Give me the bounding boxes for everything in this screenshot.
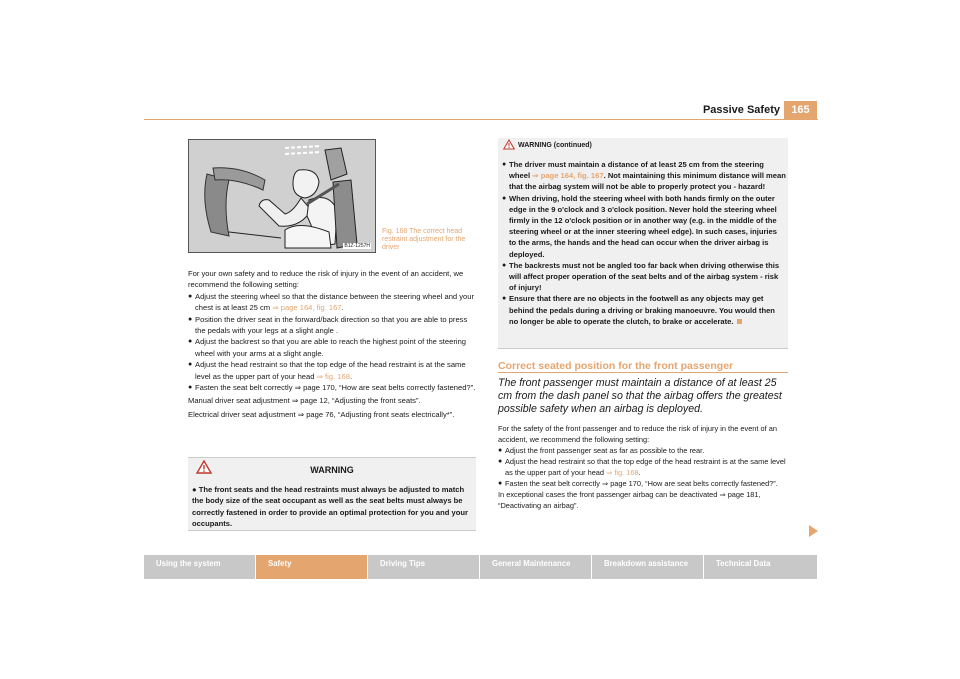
page-title: Passive Safety	[702, 104, 780, 116]
tab-breakdown-assistance[interactable]: Breakdown assistance	[592, 555, 703, 579]
bullet-icon: ●	[498, 458, 503, 465]
right-column	[498, 423, 790, 511]
next-page-arrow-icon[interactable]	[809, 525, 818, 537]
list-item: ● Adjust the front passenger seat as far as possible to the rear.	[498, 446, 705, 455]
list-item: ● Adjust the steering wheel so that the distance between the steering wheel and your chest is at least 25 cm ⇒ page 164, fig. 167.	[188, 291, 475, 313]
list-item: ● Adjust the head restraint so that the top edge of the head restraint is at the same level as the upper part of your head ⇒ fig. 168.	[188, 360, 466, 381]
bullet-icon: ●	[188, 315, 193, 323]
end-of-section-icon	[737, 319, 742, 324]
header-rule	[144, 119, 818, 120]
cross-reference-link[interactable]: ⇒ page 164, fig. 167	[272, 303, 342, 313]
list-item: ● When driving, hold the steering wheel with both hands firmly on the outer edge in the 9 o'clock and 3 o'clock position. Never hold the steering wheel firmly in the 12 o'clock position or in another way (e.g. in the middle of the steering wheel or at the inner steering wheel edge). In such cases, injuries to the arms, the hands and the head can occur when the driver airbag is deployed.	[502, 193, 777, 259]
warning-text-row	[192, 484, 472, 530]
cross-reference-link[interactable]: ⇒ page 164, fig. 167	[532, 171, 604, 181]
bullet-text: Adjust the steering wheel so that the distance between the steering wheel and your chest is at least 25 cm	[195, 291, 475, 313]
section-paragraph: For the safety of the front passenger and to reduce the risk of injury in the event of an accident, we recommend the following setting:	[498, 424, 777, 444]
list-item: ● The backrests must not be angled too far back when driving otherwise this will affect proper operation of the seat belts and of the airbag system - risk of injury!	[502, 260, 780, 293]
exception-paragraph: In exceptional cases the front passenger airbag can be deactivated ⇒ page 181, “Deactivating an airbag”.	[498, 490, 761, 510]
list-item	[188, 336, 478, 359]
warning-continued-title: WARNING (continued)	[518, 142, 592, 149]
driver-seat-illustration	[189, 140, 375, 252]
page-number: 165	[784, 101, 817, 119]
list-item	[188, 314, 478, 337]
bullet-icon: ●	[502, 295, 507, 303]
bullet-icon: ●	[192, 485, 199, 494]
warning-box	[188, 457, 476, 531]
figure-caption: Fig. 168 The correct head restraint adjustment for the driver	[382, 228, 466, 251]
bullet-text: Fasten the seat belt correctly ⇒ page 170, “How are seat belts correctly fastened?”.	[195, 383, 476, 393]
left-column	[188, 268, 478, 420]
warning-text: The front seats and the head restraints must always be adjusted to match the body size of the seat occupant as well as the seat belts must always be correctly fastened in order to provide an optimal protection for you and your occupants.	[192, 485, 468, 529]
bullet-text: Position the driver seat in the forward/back direction so that you are able to press the pedals with your legs at a slight angle .	[195, 314, 468, 336]
electric-seat-paragraph: Electrical driver seat adjustment ⇒ page 76, “Adjusting front seats electrically*”.	[188, 409, 455, 419]
bullet-icon: ●	[498, 447, 503, 454]
bullet-icon: ●	[502, 161, 507, 168]
bullet-icon: ●	[188, 361, 193, 369]
bullet-text: Adjust the head restraint so that the top edge of the head restraint is at the same level as the upper part of your head	[195, 360, 466, 381]
tab-using-the-system[interactable]: Using the system	[144, 555, 255, 579]
figure-code: B1Z-1257H	[344, 243, 370, 249]
intro-paragraph: For your own safety and to reduce the risk of injury in the event of an accident, we recommend the following setting:	[188, 269, 464, 290]
bullet-icon: ●	[498, 480, 503, 487]
warning-title: WARNING	[310, 465, 354, 475]
tab-driving-tips[interactable]: Driving Tips	[368, 555, 479, 579]
tab-safety[interactable]: Safety	[256, 555, 367, 579]
cross-reference-link[interactable]: ⇒ fig. 168	[316, 371, 350, 381]
section-rule	[498, 372, 788, 373]
list-item: ● The driver must maintain a distance of at least 25 cm from the steering wheel ⇒ page 164, fig. 167. Not maintaining this minimum distance will mean that the airbag system will not be able to properly protect you - hazard!	[502, 160, 786, 192]
manual-seat-paragraph: Manual driver seat adjustment ⇒ page 12, “Adjusting the front seats”.	[188, 396, 421, 406]
tab-general-maintenance[interactable]: General Maintenance	[480, 555, 591, 579]
tab-technical-data[interactable]: Technical Data	[704, 555, 817, 579]
warning-triangle-icon	[503, 139, 515, 150]
cross-reference-link[interactable]: ⇒ fig. 168	[606, 468, 639, 477]
bullet-icon: ●	[502, 261, 507, 269]
section-title: Correct seated position for the front passenger	[498, 360, 734, 372]
list-item: ● Ensure that there are no objects in the footwell as any objects may get behind the pedals during a driving or braking manoeuvre. You would then no longer be able to operate the clutch, to brake or accelerate.	[502, 294, 775, 326]
figure-head-restraint	[188, 139, 376, 253]
bullet-icon: ●	[188, 338, 193, 346]
warning-continued-body	[502, 159, 786, 327]
list-item: ● Adjust the head restraint so that the top edge of the head restraint is at the same level as the upper part of your head ⇒ fig. 168.	[498, 457, 786, 477]
bullet-text: Adjust the backrest so that you are able to reach the highest point of the steering wheel with your arms at a slight angle.	[195, 337, 467, 358]
bullet-icon: ●	[502, 194, 507, 202]
warning-continued-box	[498, 138, 788, 349]
footer-nav	[144, 555, 818, 579]
section-intro: The front passenger must maintain a distance of at least 25 cm from the dash panel so that the airbag offers the greatest possible safety when an airbag is deployed.	[498, 377, 782, 415]
list-item: ● Fasten the seat belt correctly ⇒ page 170, “How are seat belts correctly fastened?”.	[498, 479, 778, 488]
bullet-icon: ●	[188, 384, 193, 392]
list-item	[188, 382, 478, 393]
bullet-icon: ●	[188, 292, 193, 300]
